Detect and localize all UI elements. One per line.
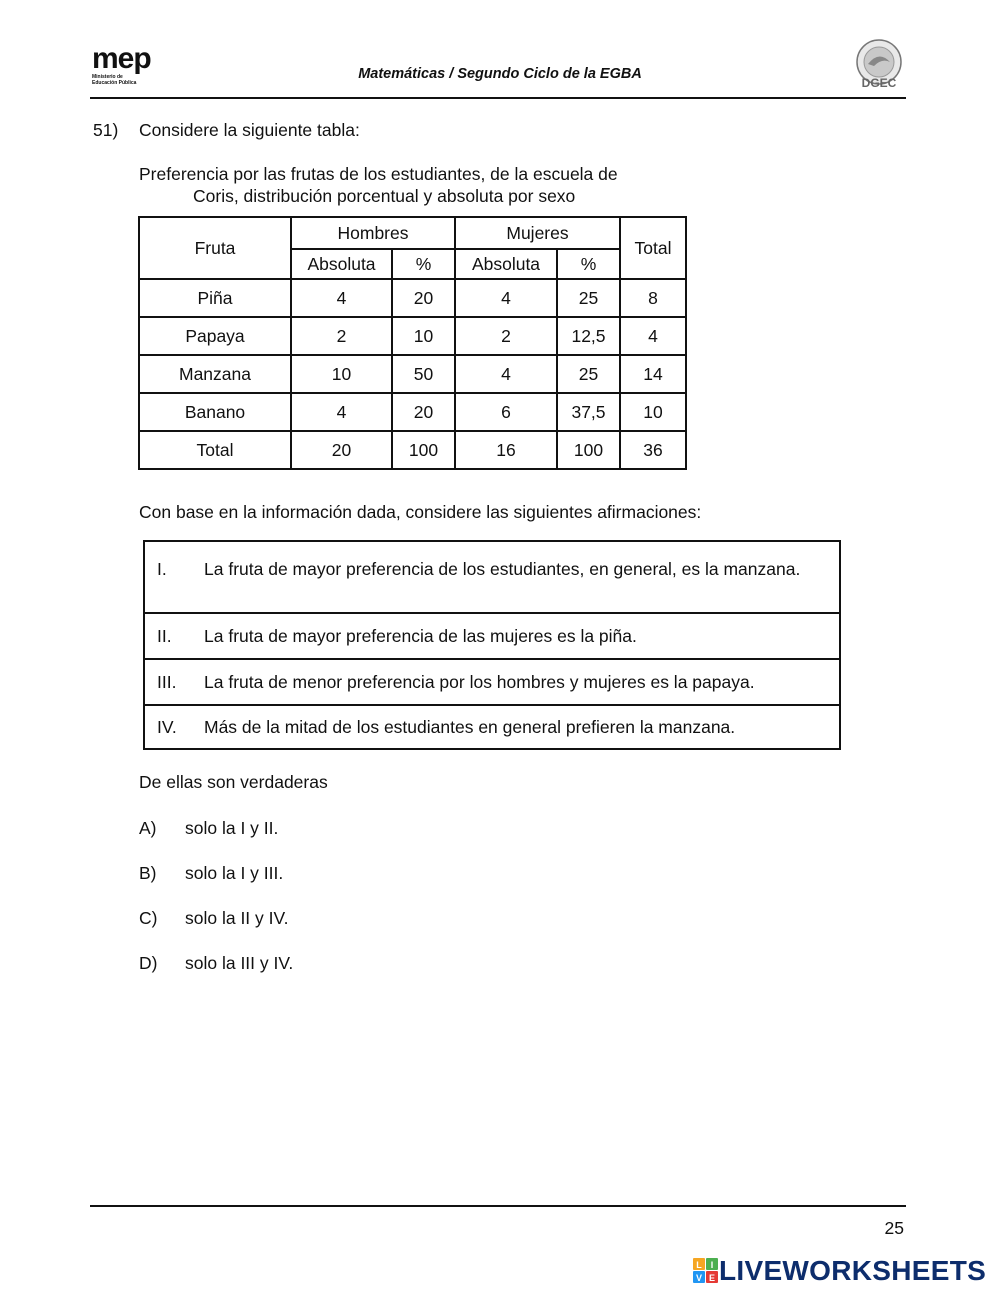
table-cell: Piña <box>139 279 291 317</box>
statement-text: La fruta de menor preferencia por los hombres y mujeres es la papaya. <box>204 672 755 692</box>
statement-row <box>145 612 839 658</box>
liveworksheets-wordmark: LIVEWORKSHEETS <box>719 1255 987 1286</box>
answer-option-d[interactable] <box>139 952 293 974</box>
footer-divider <box>90 1205 906 1207</box>
statement-number: I. <box>157 559 167 579</box>
table-cell: 36 <box>620 431 686 469</box>
liveworksheets-logo <box>693 1256 986 1286</box>
header-divider <box>90 97 906 99</box>
statement-row <box>145 704 839 748</box>
option-letter: A) <box>139 818 157 838</box>
header-fruta: Fruta <box>139 217 291 279</box>
table-row <box>139 431 686 469</box>
statement-row <box>145 542 839 612</box>
table-cell: 8 <box>620 279 686 317</box>
option-letter: B) <box>139 863 157 883</box>
option-letter: D) <box>139 953 158 973</box>
table-cell: 16 <box>455 431 557 469</box>
table-cell: 10 <box>392 317 455 355</box>
table-cell: Papaya <box>139 317 291 355</box>
mep-logo <box>92 44 162 92</box>
table-cell: Manzana <box>139 355 291 393</box>
mep-logo-subtitle-2: Educación Pública <box>92 80 137 86</box>
svg-text:V: V <box>695 1273 703 1283</box>
option-text: solo la I y III. <box>185 863 284 883</box>
svg-text:L: L <box>696 1260 702 1270</box>
context-text: Con base en la información dada, considere las siguientes afirmaciones: <box>139 502 702 522</box>
table-row <box>139 393 686 431</box>
fruit-preference-table <box>138 216 687 470</box>
table-cell: 10 <box>291 355 392 393</box>
header-hombres-absoluta: Absoluta <box>291 249 392 279</box>
table-cell: 2 <box>291 317 392 355</box>
table-caption-line2: Coris, distribución porcentual y absoluta por sexo <box>193 186 576 206</box>
answer-option-b[interactable] <box>139 862 283 884</box>
table-cell: 25 <box>557 355 620 393</box>
statement-row <box>145 658 839 704</box>
option-text: solo la I y II. <box>185 818 279 838</box>
table-cell: 25 <box>557 279 620 317</box>
table-cell: 37,5 <box>557 393 620 431</box>
option-text: solo la III y IV. <box>185 953 294 973</box>
option-text: solo la II y IV. <box>185 908 289 928</box>
table-cell: 20 <box>392 279 455 317</box>
statement-text: Más de la mitad de los estudiantes en general prefieren la manzana. <box>204 717 736 737</box>
table-cell: 4 <box>620 317 686 355</box>
question-number: 51) <box>93 120 119 140</box>
statement-number: IV. <box>157 717 177 737</box>
table-cell: Banano <box>139 393 291 431</box>
table-cell: 4 <box>455 355 557 393</box>
table-cell: 100 <box>392 431 455 469</box>
svg-text:I: I <box>710 1260 714 1270</box>
dgec-seal-icon <box>850 36 908 94</box>
header-hombres-percent: % <box>392 249 455 279</box>
statements-box <box>143 540 841 750</box>
table-row <box>139 355 686 393</box>
header-mujeres-percent: % <box>557 249 620 279</box>
header-mujeres: Mujeres <box>455 217 620 249</box>
answer-option-c[interactable] <box>139 907 288 929</box>
answer-option-a[interactable] <box>139 817 278 839</box>
mep-logo-subtitle-1: Ministerio de <box>92 74 123 80</box>
table-cell: 20 <box>392 393 455 431</box>
header-title: Matemáticas / Segundo Ciclo de la EGBA <box>358 66 642 82</box>
statement-text: La fruta de mayor preferencia de los estudiantes, en general, es la manzana. <box>204 559 801 579</box>
table-cell: 12,5 <box>557 317 620 355</box>
statement-text: La fruta de mayor preferencia de las mujeres es la piña. <box>204 626 637 646</box>
header-mujeres-absoluta: Absoluta <box>455 249 557 279</box>
table-cell: 50 <box>392 355 455 393</box>
header-hombres: Hombres <box>291 217 455 249</box>
option-letter: C) <box>139 908 158 928</box>
table-cell: 6 <box>455 393 557 431</box>
table-row <box>139 317 686 355</box>
svg-text:E: E <box>708 1273 716 1283</box>
table-row <box>139 279 686 317</box>
closing-text: De ellas son verdaderas <box>139 772 328 792</box>
header-total: Total <box>620 217 686 279</box>
statement-number: III. <box>157 672 177 692</box>
table-cell: 4 <box>291 279 392 317</box>
mep-logo-text: mep <box>92 42 151 75</box>
liveworksheets-blocks-icon <box>693 1258 719 1284</box>
question-intro: Considere la siguiente tabla: <box>139 120 360 140</box>
dgec-seal-text: DGEC <box>861 76 897 90</box>
table-cell: 4 <box>455 279 557 317</box>
table-cell: 10 <box>620 393 686 431</box>
page-number: 25 <box>884 1218 904 1238</box>
table-cell: 2 <box>455 317 557 355</box>
table-cell: 14 <box>620 355 686 393</box>
table-cell: Total <box>139 431 291 469</box>
table-caption-line1: Preferencia por las frutas de los estudiantes, de la escuela de <box>139 164 618 184</box>
table-cell: 4 <box>291 393 392 431</box>
statement-number: II. <box>157 626 172 646</box>
table-cell: 20 <box>291 431 392 469</box>
table-cell: 100 <box>557 431 620 469</box>
